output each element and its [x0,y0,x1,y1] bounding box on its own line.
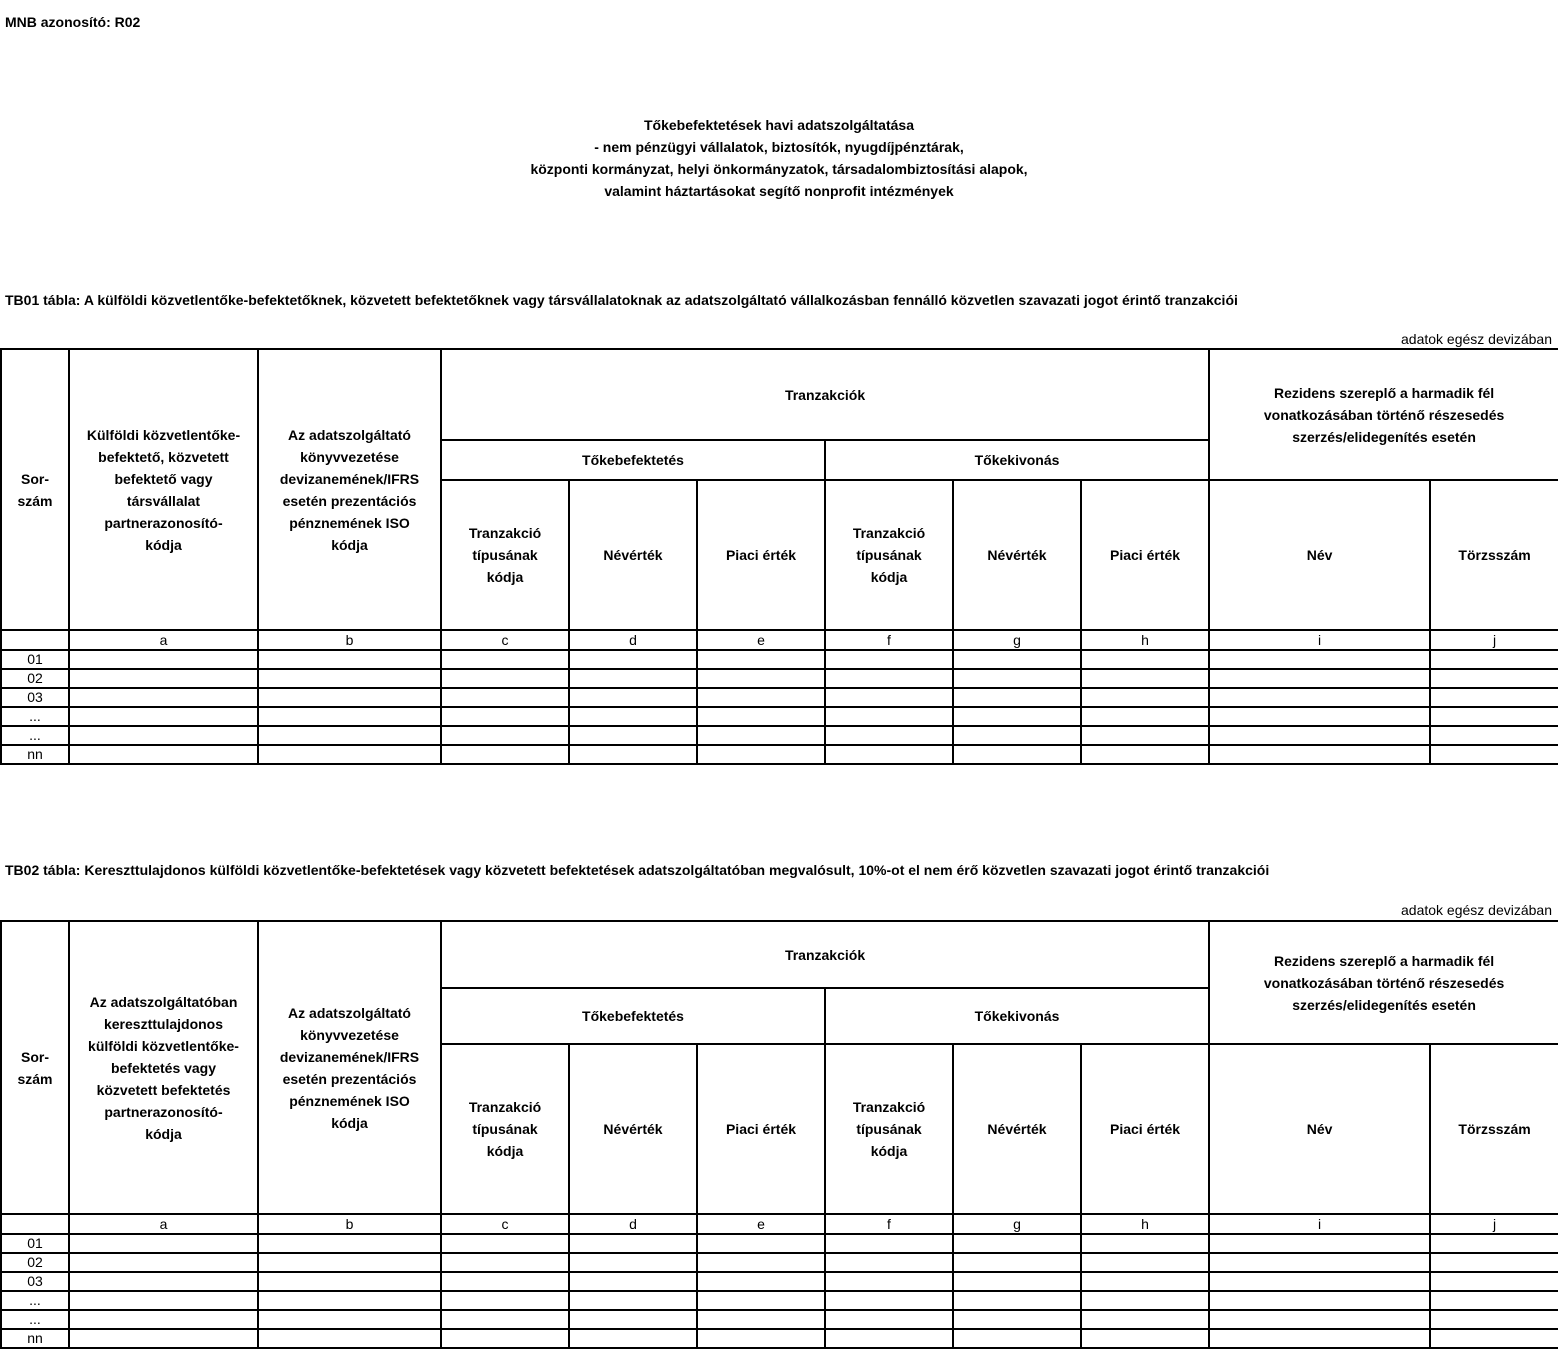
data-cell[interactable] [69,745,258,764]
data-cell[interactable] [1430,707,1558,726]
data-cell[interactable] [825,1329,953,1348]
data-cell[interactable] [441,1310,569,1329]
data-cell[interactable] [1081,650,1209,669]
data-cell[interactable] [69,726,258,745]
data-cell[interactable] [258,726,441,745]
data-cell[interactable] [697,1253,825,1272]
header-tranz-tipus: Tranzakció típusának kódja [825,480,953,630]
data-cell[interactable] [953,1310,1081,1329]
header-tokebefektetes: Tőkebefektetés [441,440,825,480]
data-cell[interactable] [953,1253,1081,1272]
data-cell[interactable] [1430,726,1558,745]
header-sorszam: Sor- szám [1,921,69,1214]
table-row [1,688,1558,707]
header-tranz-tipus: Tranzakció típusának kódja [825,1044,953,1214]
header-piaci-ertek: Piaci érték [1081,480,1209,630]
data-cell[interactable] [258,650,441,669]
data-cell[interactable] [825,1234,953,1253]
data-cell[interactable] [441,1329,569,1348]
data-cell[interactable] [569,707,697,726]
header-piaci-ertek: Piaci érték [697,480,825,630]
data-cell[interactable] [1209,1253,1430,1272]
data-cell[interactable] [258,707,441,726]
row-number: ... [1,1310,69,1329]
data-cell[interactable] [1430,1310,1558,1329]
header-rezidens: Rezidens szereplő a harmadik fél vonatkozásában történő részesedés szerzés/elidegenítés esetén [1209,921,1558,1044]
column-letter: g [953,1214,1081,1234]
data-cell[interactable] [825,669,953,688]
header-tokekivonas: Tőkekivonás [825,440,1209,480]
row-number: ... [1,726,69,745]
data-cell[interactable] [953,1234,1081,1253]
data-cell[interactable] [1430,650,1558,669]
document-title [0,114,1558,202]
header-tokekivonas: Tőkekivonás [825,988,1209,1044]
data-cell[interactable] [69,1291,258,1310]
column-letter: b [258,1214,441,1234]
row-number: 01 [1,650,69,669]
header-nev: Név [1209,1044,1430,1214]
data-cell[interactable] [953,726,1081,745]
data-cell[interactable] [1209,650,1430,669]
data-cell[interactable] [1081,726,1209,745]
table-row [1,650,1558,669]
data-cell[interactable] [1209,1234,1430,1253]
data-cell[interactable] [697,707,825,726]
data-cell[interactable] [569,1329,697,1348]
data-cell[interactable] [697,1272,825,1291]
header-iso-code: Az adatszolgáltató könyvvezetése devizanemének/IFRS esetén prezentációs pénznemének ISO kódja [258,349,441,630]
data-cell[interactable] [697,669,825,688]
data-cell[interactable] [825,688,953,707]
column-letter: e [697,630,825,650]
header-nevertek: Névérték [953,480,1081,630]
data-cell[interactable] [697,688,825,707]
row-number: 03 [1,1272,69,1291]
row-number: ... [1,707,69,726]
data-cell[interactable] [569,688,697,707]
tb01-title: TB01 tábla: A külföldi közvetlentőke-befektetőknek, közvetett befektetőknek vagy társvállalatoknak az adatszolgáltató vállalkozásban fennálló közvetlen szavazati jogot érintő tranzakciói [5,292,1238,308]
data-cell[interactable] [258,745,441,764]
data-cell[interactable] [569,1253,697,1272]
data-cell[interactable] [1430,688,1558,707]
data-cell[interactable] [258,1329,441,1348]
tb02-table [0,920,1558,1349]
data-cell[interactable] [697,745,825,764]
column-letter: d [569,1214,697,1234]
data-cell[interactable] [1081,688,1209,707]
data-cell[interactable] [441,745,569,764]
column-letter: c [441,630,569,650]
data-cell[interactable] [569,726,697,745]
data-cell[interactable] [258,1291,441,1310]
data-cell[interactable] [825,745,953,764]
column-letter: d [569,630,697,650]
data-cell[interactable] [69,1310,258,1329]
table-row [1,1272,1558,1291]
table-row [1,669,1558,688]
column-letter: g [953,630,1081,650]
data-cell[interactable] [569,1310,697,1329]
column-letter: e [697,1214,825,1234]
header-tokebefektetes: Tőkebefektetés [441,988,825,1044]
data-cell[interactable] [1430,745,1558,764]
data-cell[interactable] [825,650,953,669]
header-torzsszam: Törzsszám [1430,1044,1558,1214]
data-cell[interactable] [953,688,1081,707]
data-cell[interactable] [569,745,697,764]
column-letter: h [1081,1214,1209,1234]
column-letter: b [258,630,441,650]
data-cell[interactable] [825,1253,953,1272]
data-cell[interactable] [825,1291,953,1310]
row-number: nn [1,1329,69,1348]
tb01-unit-note: adatok egész devizában [1401,331,1552,347]
tb02-title: TB02 tábla: Kereszttulajdonos külföldi közvetlentőke-befektetések vagy közvetett befektetések adatszolgáltatóban megvalósult, 10%-ot el nem érő közvetlen szavazati jogot érintő tranzakciói [5,862,1270,878]
header-piaci-ertek: Piaci érték [1081,1044,1209,1214]
data-cell[interactable] [953,1329,1081,1348]
header-tranzakciok: Tranzakciók [441,349,1209,440]
data-cell[interactable] [441,726,569,745]
data-cell[interactable] [69,669,258,688]
data-cell[interactable] [1430,1272,1558,1291]
data-cell[interactable] [69,1234,258,1253]
data-cell[interactable] [69,688,258,707]
data-cell[interactable] [441,650,569,669]
header-piaci-ertek: Piaci érték [697,1044,825,1214]
column-letter: i [1209,1214,1430,1234]
table-row [1,1291,1558,1310]
data-cell[interactable] [569,1291,697,1310]
data-cell[interactable] [258,1310,441,1329]
header-nevertek: Névérték [569,480,697,630]
header-tranz-tipus: Tranzakció típusának kódja [441,480,569,630]
data-cell[interactable] [1209,745,1430,764]
header-iso-code: Az adatszolgáltató könyvvezetése devizanemének/IFRS esetén prezentációs pénznemének ISO kódja [258,921,441,1214]
data-cell[interactable] [1081,1329,1209,1348]
data-cell[interactable] [825,1310,953,1329]
data-cell[interactable] [441,1291,569,1310]
data-cell[interactable] [569,669,697,688]
table-row [1,1310,1558,1329]
row-number: ... [1,1291,69,1310]
header-partner-id: Az adatszolgáltatóban kereszttulajdonos külföldi közvetlentőke- befektetés vagy közvetett befektetés partnerazonosító- kódja [69,921,258,1214]
data-cell[interactable] [953,1291,1081,1310]
tb02-unit-note: adatok egész devizában [1401,902,1552,918]
data-cell[interactable] [1430,669,1558,688]
data-cell[interactable] [1430,1291,1558,1310]
data-cell[interactable] [825,707,953,726]
table-row [1,1253,1558,1272]
row-number: 03 [1,688,69,707]
data-cell[interactable] [569,1234,697,1253]
data-cell[interactable] [825,726,953,745]
table-row [1,726,1558,745]
data-cell[interactable] [697,726,825,745]
data-cell[interactable] [441,688,569,707]
data-cell[interactable] [69,1272,258,1291]
header-nevertek: Névérték [953,1044,1081,1214]
header-rezidens: Rezidens szereplő a harmadik fél vonatkozásában történő részesedés szerzés/elidegenítés esetén [1209,349,1558,480]
data-cell[interactable] [569,650,697,669]
row-number: 02 [1,1253,69,1272]
title-line: Tőkebefektetések havi adatszolgáltatása [643,117,914,133]
data-cell[interactable] [1430,1234,1558,1253]
data-cell[interactable] [1081,745,1209,764]
tb01-table [0,348,1558,765]
data-cell[interactable] [441,1234,569,1253]
data-cell[interactable] [953,669,1081,688]
header-nev: Név [1209,480,1430,630]
data-cell[interactable] [441,1272,569,1291]
mnb-identifier: MNB azonosító: R02 [5,14,141,30]
table-row [1,1234,1558,1253]
column-letter: a [69,1214,258,1234]
column-letter: f [825,630,953,650]
data-cell[interactable] [1081,1272,1209,1291]
title-line: valamint háztartásokat segítő nonprofit intézmények [604,183,954,199]
data-cell[interactable] [953,1272,1081,1291]
header-partner-id: Külföldi közvetlentőke- befektető, közvetett befektető vagy társvállalat partnerazonosító- kódja [69,349,258,630]
data-cell[interactable] [1081,1253,1209,1272]
data-cell[interactable] [441,707,569,726]
data-cell[interactable] [1209,707,1430,726]
header-tranz-tipus: Tranzakció típusának kódja [441,1044,569,1214]
data-cell[interactable] [697,1234,825,1253]
letter-cell-empty [1,630,69,650]
data-cell[interactable] [1209,669,1430,688]
data-cell[interactable] [69,1253,258,1272]
column-letter: h [1081,630,1209,650]
title-line: központi kormányzat, helyi önkormányzatok, társadalombiztosítási alapok, [530,161,1028,177]
title-line: - nem pénzügyi vállalatok, biztosítók, nyugdíjpénztárak, [594,139,964,155]
data-cell[interactable] [1209,1329,1430,1348]
data-cell[interactable] [1430,1253,1558,1272]
table-row [1,707,1558,726]
data-cell[interactable] [1209,1272,1430,1291]
data-cell[interactable] [258,1272,441,1291]
data-cell[interactable] [441,669,569,688]
data-cell[interactable] [1081,707,1209,726]
data-cell[interactable] [697,650,825,669]
data-cell[interactable] [258,1234,441,1253]
table-row [1,745,1558,764]
data-cell[interactable] [1081,1310,1209,1329]
data-cell[interactable] [1081,1234,1209,1253]
column-letter: j [1430,1214,1558,1234]
data-cell[interactable] [697,1291,825,1310]
data-cell[interactable] [69,1329,258,1348]
data-cell[interactable] [258,1253,441,1272]
column-letter: j [1430,630,1558,650]
data-cell[interactable] [69,707,258,726]
data-cell[interactable] [1209,726,1430,745]
column-letter: i [1209,630,1430,650]
column-letter: c [441,1214,569,1234]
data-cell[interactable] [1081,1291,1209,1310]
column-letter: f [825,1214,953,1234]
data-cell[interactable] [697,1310,825,1329]
data-cell[interactable] [953,650,1081,669]
data-cell[interactable] [569,1272,697,1291]
data-cell[interactable] [441,1253,569,1272]
data-cell[interactable] [69,650,258,669]
data-cell[interactable] [825,1272,953,1291]
data-cell[interactable] [1209,1291,1430,1310]
column-letter: a [69,630,258,650]
data-cell[interactable] [258,688,441,707]
data-cell[interactable] [258,669,441,688]
data-cell[interactable] [1430,1329,1558,1348]
data-cell[interactable] [953,707,1081,726]
row-number: nn [1,745,69,764]
header-sorszam: Sor- szám [1,349,69,630]
header-nevertek: Névérték [569,1044,697,1214]
data-cell[interactable] [1209,688,1430,707]
header-torzsszam: Törzsszám [1430,480,1558,630]
row-number: 02 [1,669,69,688]
letter-cell-empty [1,1214,69,1234]
data-cell[interactable] [1081,669,1209,688]
data-cell[interactable] [953,745,1081,764]
header-tranzakciok: Tranzakciók [441,921,1209,988]
row-number: 01 [1,1234,69,1253]
table-row [1,1329,1558,1348]
data-cell[interactable] [697,1329,825,1348]
data-cell[interactable] [1209,1310,1430,1329]
